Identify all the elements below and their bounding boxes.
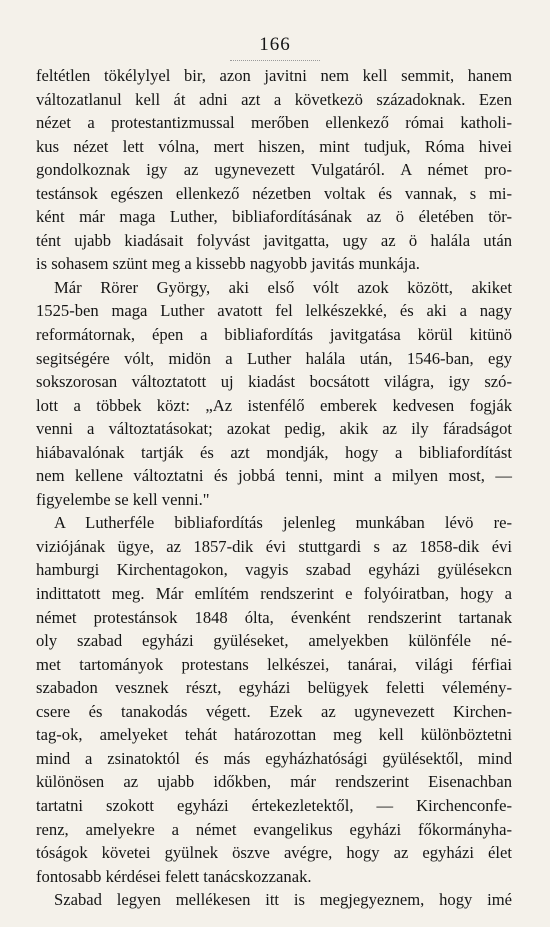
text-line: nem kellene változtatni és jobbá tenni, mint a milyen most, —: [36, 466, 512, 486]
text-line: is sohasem szünt meg a kissebb nagyobb javitás munkája.: [36, 254, 420, 274]
text-line: hamburgi Kirchentagokon, vagyis szabad egyházi gyülésekcn: [36, 560, 512, 580]
text-line: tóságok követei gyülnek öszve avégre, hogy az egyházi élet: [36, 843, 512, 863]
header-divider: [230, 60, 320, 61]
text-line: renz, amelyekre a német evangelikus egyházi főkormányha-: [36, 819, 512, 839]
text-line: indittatott meg. Már említém rendszerint e folyóiratban, hogy a: [36, 584, 512, 604]
text-line: hiábavalónak tartják és azt mondják, hogy a bibliafordítást: [36, 442, 512, 462]
text-line: Szabad legyen mellékesen itt is megjegyeznem, hogy imé: [54, 890, 512, 910]
text-line: 1525-ben maga Luther avatott fel lelkészekké, és aki a nagy: [36, 301, 512, 321]
text-line: kus nézet lett vólna, mert hiszen, mint tudjuk, Róma hivei: [36, 136, 512, 156]
text-line: sokszorosan változtatott uj kiadást bocsátott világra, igy szó-: [36, 372, 512, 392]
text-line: met tartományok protestans lelkészei, tanárai, világi férfiai: [36, 654, 512, 674]
text-line: fontosabb kérdései felett tanácskozzanak.: [36, 866, 312, 886]
text-line: venni a változtatásokat; azokat pedig, akik az ily fáradságot: [36, 419, 512, 439]
text-line: csere és tanakodás végett. Ezek az ugynevezett Kirchen-: [36, 701, 512, 721]
text-line: Már Rörer György, aki első vólt azok között, akiket: [54, 277, 512, 297]
text-line: viziójának ügye, az 1857-dik évi stuttgardi s az 1858-dik évi: [36, 536, 512, 556]
text-line: gondolkoznak igy az ugynevezett Vulgatáról. A német pro-: [36, 160, 512, 180]
text-line: tartatni szokott egyházi értekezletektől, — Kirchenconfe-: [36, 795, 512, 815]
text-line: feltétlen tökélylyel bir, azon javitni nem kell semmit, hanem: [36, 66, 512, 85]
text-line: testánsok egészen ellenkező nézetben voltak és vannak, s mi-: [36, 183, 512, 203]
text-line: figyelembe se kell venni.": [36, 489, 210, 509]
text-line: nézet a protestantizmussal merőben ellenkező római katholi-: [36, 113, 512, 133]
text-line: szabadon vesznek részt, egyházi belügyek feletti vélemény-: [36, 678, 512, 698]
text-line: különösen az ujabb időkben, már rendszerint Eisenachban: [36, 772, 512, 792]
text-line: ként már maga Luther, bibliafordításának az ö életében tör-: [36, 207, 512, 227]
text-line: A Lutherféle bibliafordítás jelenleg munkában lévö re-: [54, 513, 512, 533]
text-line: lott a többek közt: „Az istenfélő emberek kedvesen fogják: [36, 395, 512, 415]
text-line: oly szabad egyházi gyüléseket, amelyekben különféle né-: [36, 631, 512, 651]
text-line: tag-ok, amelyeket tehát határozottan meg kell különböztetni: [36, 725, 512, 745]
text-line: változatlanul kell át adni azt a következö századoknak. Ezen: [36, 89, 512, 109]
page-number: 166: [259, 34, 291, 55]
text-line: segitségére vólt, midön a Luther halála után, 1546-ban, egy: [36, 348, 512, 368]
text-line: mind a zsinatoktól és más egyházhatósági gyülésektől, mind: [36, 748, 512, 768]
body-text: [36, 64, 512, 912]
text-line: tént ujabb kiadásait folyvást javitgatta, ugy az ö halála után: [36, 230, 512, 250]
text-line: német protestánsok 1848 ólta, évenként rendszerint tartanak: [36, 607, 512, 627]
text-line: reformátornak, épen a bibliafordítás javitgatása körül kitünö: [36, 325, 512, 345]
